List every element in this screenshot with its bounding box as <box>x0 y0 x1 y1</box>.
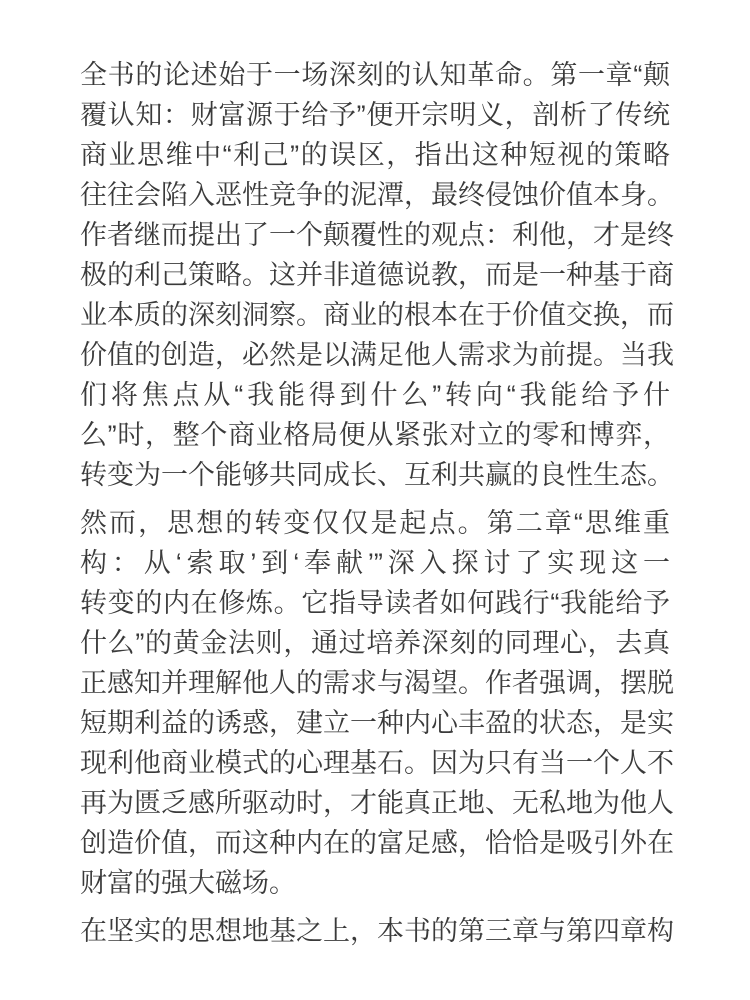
text-line: 再为匮乏感所驱动时，才能真正地、无私地为他人 <box>80 788 674 818</box>
text-line: 在坚实的思想地基之上，本书的第三章与第四章构 <box>80 916 674 946</box>
text-line: 然而，思想的转变仅仅是起点。第二章“思维重 <box>80 508 670 538</box>
text-line: 们将焦点从“我能得到什么”转向“我能给予什 <box>80 380 670 410</box>
text-line: 什么”的黄金法则，通过培养深刻的同理心，去真 <box>80 628 670 658</box>
text-line: 转变为一个能够共同成长、互利共赢的良性生态。 <box>80 460 674 490</box>
text-line: 往往会陷入恶性竞争的泥潭，最终侵蚀价值本身。 <box>80 180 674 210</box>
text-line: 么”时，整个商业格局便从紧张对立的零和博弈， <box>80 420 670 450</box>
text-line: 极的利己策略。这并非道德说教，而是一种基于商 <box>80 260 674 290</box>
text-line: 转变的内在修炼。它指导读者如何践行“我能给予 <box>80 588 670 618</box>
paragraph-3 <box>80 911 674 951</box>
text-line: 正感知并理解他人的需求与渴望。作者强调，摆脱 <box>80 668 674 698</box>
text-line: 现利他商业模式的心理基石。因为只有当一个人不 <box>80 748 674 778</box>
text-line: 覆认知：财富源于给予”便开宗明义，剖析了传统 <box>80 100 670 130</box>
text-line: 价值的创造，必然是以满足他人需求为前提。当我 <box>80 340 674 370</box>
paragraph-2 <box>80 503 674 903</box>
text-line: 全书的论述始于一场深刻的认知革命。第一章“颠 <box>80 60 670 90</box>
text-line: 短期利益的诱惑，建立一种内心丰盈的状态，是实 <box>80 708 674 738</box>
text-line: 业本质的深刻洞察。商业的根本在于价值交换，而 <box>80 300 674 330</box>
paragraph-1 <box>80 55 674 495</box>
text-line: 创造价值，而这种内在的富足感，恰恰是吸引外在 <box>80 828 674 858</box>
text-line: 商业思维中“利己”的误区，指出这种短视的策略 <box>80 140 670 170</box>
text-line: 作者继而提出了一个颠覆性的观点：利他，才是终 <box>80 220 674 250</box>
text-line: 构：从‘索取’到‘奉献’”深入探讨了实现这一 <box>80 548 670 578</box>
text-line: 财富的强大磁场。 <box>80 868 296 898</box>
